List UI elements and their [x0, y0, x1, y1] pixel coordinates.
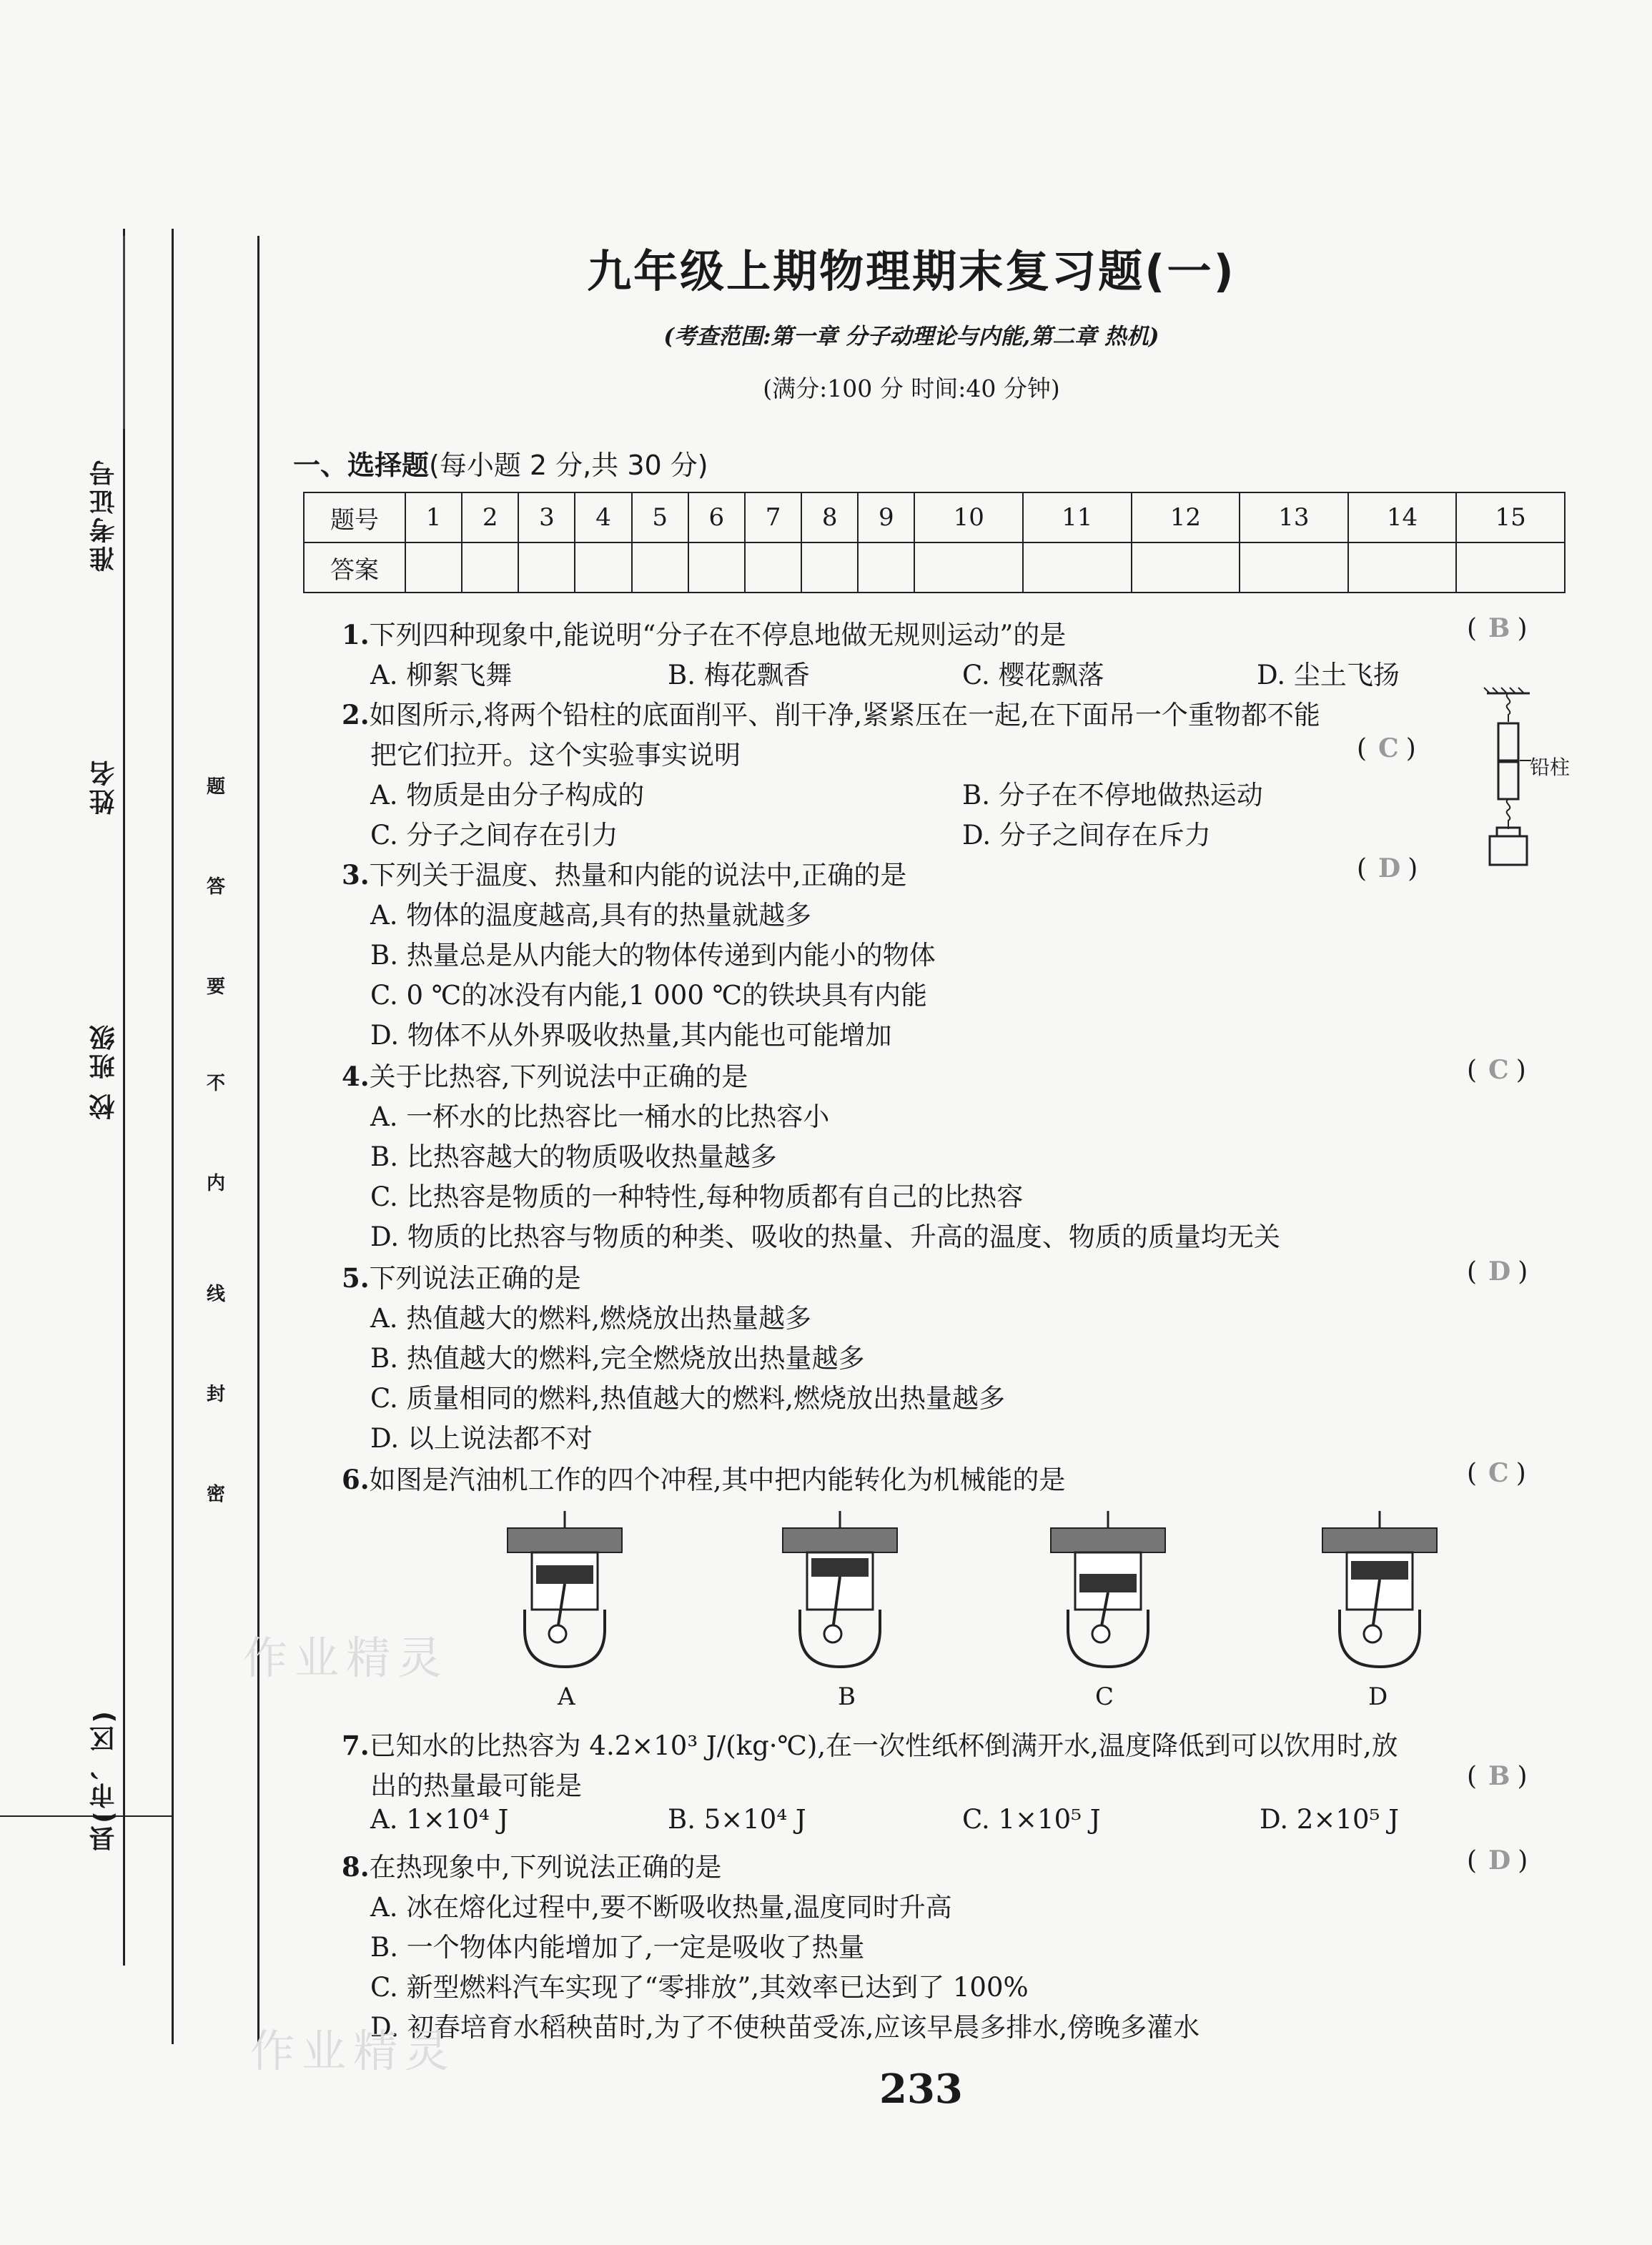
answer-value: D	[1488, 1845, 1511, 1875]
engine-stroke-d	[1315, 1508, 1444, 1680]
seal-char: 封	[206, 1384, 225, 1405]
question-4	[342, 1055, 748, 1094]
question-stem: 下列说法正确的是	[369, 1263, 581, 1294]
seal-char: 题	[206, 776, 225, 798]
option: B. 一个物体内能增加了,一定是吸收了热量	[370, 1932, 865, 1963]
answer-cell[interactable]	[1348, 542, 1457, 593]
option: A. 物体的温度越高,具有的热量就越多	[370, 900, 812, 931]
lead-cylinder-label: 铅柱	[1530, 755, 1571, 779]
answer-cell[interactable]	[1132, 542, 1240, 593]
option: D. 物质的比热容与物质的种类、吸收的热量、升高的温度、物质的质量均无关	[370, 1221, 1280, 1252]
option: A. 一杯水的比热容比一桶水的比热容小	[370, 1101, 830, 1132]
answer-cell[interactable]	[405, 542, 462, 593]
question-number: 6.	[342, 1464, 370, 1495]
question-stem-cont: 把它们拉开。这个实验事实说明	[370, 740, 741, 770]
option: D. 2×10⁵ J	[1260, 1804, 1399, 1835]
section-heading	[293, 443, 708, 482]
answer-cell[interactable]	[858, 542, 914, 593]
answer-value: B	[1488, 1761, 1510, 1791]
option: C. 樱花飘落	[962, 660, 1104, 690]
answer-value: C	[1488, 1055, 1509, 1085]
exam-number-label: 准考证号	[89, 457, 119, 572]
answer-bracket: ( C )	[1467, 1458, 1530, 1488]
option: B. 分子在不停地做热运动	[962, 780, 1263, 811]
option: D. 以上说法都不对	[370, 1423, 593, 1454]
engine-stroke-a	[500, 1508, 629, 1680]
option: D. 物体不从外界吸收热量,其内能也可能增加	[370, 1020, 892, 1051]
option: C. 比热容是物质的一种特性,每种物质都有自己的比热容	[370, 1181, 1024, 1212]
answer-bracket: ( C )	[1357, 733, 1420, 763]
option: C. 0 ℃的冰没有内能,1 000 ℃的铁块具有内能	[370, 980, 928, 1011]
table-number: 15	[1456, 492, 1565, 542]
option: A. 物质是由分子构成的	[370, 780, 645, 811]
answer-cell[interactable]	[632, 542, 688, 593]
question-number: 2.	[342, 699, 370, 730]
answer-table-answer-row	[304, 542, 1565, 593]
seal-char: 不	[206, 1073, 225, 1094]
answer-cell[interactable]	[1456, 542, 1565, 593]
answer-cell[interactable]	[1023, 542, 1132, 593]
table-number: 1	[405, 492, 462, 542]
seal-char: 要	[206, 976, 225, 998]
answer-cell[interactable]	[1240, 542, 1348, 593]
table-number: 12	[1132, 492, 1240, 542]
page-subtitle: (考查范围:第一章 分子动理论与内能,第二章 热机)	[663, 324, 1159, 350]
answer-value: C	[1378, 733, 1399, 763]
question-8	[342, 1845, 721, 1884]
answer-bracket: ( D )	[1467, 1845, 1533, 1875]
answer-cell[interactable]	[688, 542, 745, 593]
question-7	[342, 1724, 1398, 1763]
table-number: 5	[632, 492, 688, 542]
option: D. 初春培育水稻秧苗时,为了不使秧苗受冻,应该早晨多排水,傍晚多灌水	[370, 2012, 1200, 2043]
answer-cell[interactable]	[745, 542, 801, 593]
answer-table	[303, 492, 1566, 593]
option: C. 1×10⁵ J	[962, 1804, 1101, 1835]
question-number: 1.	[342, 619, 370, 650]
question-stem: 在热现象中,下列说法正确的是	[369, 1852, 722, 1883]
question-number: 4.	[342, 1061, 370, 1092]
answer-cell[interactable]	[518, 542, 575, 593]
question-5	[342, 1257, 581, 1295]
engine-label-a: A	[558, 1682, 575, 1711]
question-1	[342, 613, 1066, 652]
margin-rule-outer	[123, 229, 125, 1966]
lead-cylinder-figure	[1458, 686, 1601, 893]
question-3	[342, 853, 906, 892]
table-number: 4	[575, 492, 631, 542]
question-number: 8.	[342, 1851, 370, 1883]
engine-label-d: D	[1368, 1682, 1388, 1711]
engine-stroke-b	[776, 1508, 904, 1680]
option: B. 热量总是从内能大的物体传递到内能小的物体	[370, 940, 936, 971]
question-stem: 下列关于温度、热量和内能的说法中,正确的是	[369, 860, 907, 891]
answer-value: B	[1488, 613, 1510, 643]
option: B. 热值越大的燃料,完全燃烧放出热量越多	[370, 1343, 865, 1374]
question-stem: 如图所示,将两个铅柱的底面削平、削干净,紧紧压在一起,在下面吊一个重物都不能	[369, 700, 1320, 730]
engine-stroke-c	[1044, 1508, 1172, 1680]
option: A. 热值越大的燃料,燃烧放出热量越多	[370, 1303, 812, 1334]
answer-value: D	[1378, 853, 1401, 883]
table-number: 11	[1023, 492, 1132, 542]
answer-cell[interactable]	[462, 542, 518, 593]
answer-bracket: ( D )	[1357, 853, 1423, 883]
option: A. 1×10⁴ J	[370, 1804, 509, 1835]
seal-char: 线	[206, 1284, 225, 1305]
table-number: 13	[1240, 492, 1348, 542]
option: B. 比热容越大的物质吸收热量越多	[370, 1141, 777, 1172]
section-heading-rest: (每小题 2 分,共 30 分)	[429, 450, 708, 481]
seal-char: 答	[206, 876, 225, 898]
exam-meta: (满分:100 分 时间:40 分钟)	[763, 375, 1060, 402]
school-class-label: 校 班级	[89, 1022, 119, 1120]
table-number: 9	[858, 492, 914, 542]
answer-table-number-row	[304, 492, 1565, 542]
question-2	[342, 693, 1320, 732]
answer-value: D	[1488, 1257, 1511, 1287]
seal-char: 密	[206, 1484, 225, 1505]
option: A. 柳絮飞舞	[370, 660, 513, 690]
answer-value: C	[1488, 1458, 1509, 1488]
name-label: 姓名	[89, 758, 119, 815]
answer-bracket: ( C )	[1467, 1055, 1530, 1085]
question-stem: 已知水的比热容为 4.2×10³ J/(kg·℃),在一次性纸杯倒满开水,温度降低到可以饮用时,放	[369, 1730, 1398, 1761]
margin-rule-inner-2	[257, 236, 259, 2044]
option: D. 分子之间存在斥力	[962, 820, 1211, 851]
question-stem: 如图是汽油机工作的四个冲程,其中把内能转化为机械能的是	[369, 1465, 1066, 1495]
table-number: 6	[688, 492, 745, 542]
watermark: 作业精灵	[250, 2025, 457, 2077]
option: D. 尘土飞扬	[1257, 660, 1400, 690]
option: C. 新型燃料汽车实现了“零排放”,其效率已达到了 100%	[370, 1972, 1029, 2003]
answer-cell[interactable]	[801, 542, 858, 593]
table-label-answer: 答案	[304, 542, 405, 593]
exam-number-blank	[123, 236, 125, 429]
question-number: 7.	[342, 1730, 370, 1761]
question-stem: 关于比热容,下列说法中正确的是	[369, 1061, 748, 1092]
county-label: 县(市、区)	[89, 1708, 119, 1852]
option: B. 5×10⁴ J	[668, 1804, 806, 1835]
answer-bracket: ( B )	[1467, 1761, 1532, 1791]
engine-label-b: B	[838, 1682, 856, 1711]
table-label-question: 题号	[304, 492, 405, 542]
section-heading-bold: 一、选择题	[293, 450, 430, 481]
option: A. 冰在熔化过程中,要不断吸收热量,温度同时升高	[370, 1892, 952, 1923]
margin-rule-inner-1	[172, 229, 174, 2044]
table-number: 8	[801, 492, 858, 542]
question-stem-cont: 出的热量最可能是	[370, 1770, 582, 1801]
option: C. 分子之间存在引力	[370, 820, 618, 851]
table-number: 10	[914, 492, 1023, 542]
question-number: 3.	[342, 859, 370, 891]
watermark: 作业精灵	[243, 1632, 450, 1684]
answer-bracket: ( D )	[1467, 1257, 1533, 1287]
answer-cell[interactable]	[575, 542, 631, 593]
table-number: 14	[1348, 492, 1457, 542]
table-number: 3	[518, 492, 575, 542]
page-title: 九年级上期物理期末复习题(一)	[587, 245, 1236, 297]
engine-label-c: C	[1095, 1682, 1114, 1711]
option: C. 质量相同的燃料,热值越大的燃料,燃烧放出热量越多	[370, 1383, 1006, 1414]
question-6	[342, 1458, 1065, 1497]
answer-bracket: ( B )	[1467, 613, 1532, 643]
page-number: 233	[879, 2066, 963, 2113]
seal-char: 内	[206, 1173, 225, 1194]
table-number: 7	[745, 492, 801, 542]
question-stem: 下列四种现象中,能说明“分子在不停息地做无规则运动”的是	[369, 620, 1067, 650]
question-number: 5.	[342, 1262, 370, 1294]
option: B. 梅花飘香	[668, 660, 810, 690]
answer-cell[interactable]	[914, 542, 1023, 593]
table-number: 2	[462, 492, 518, 542]
